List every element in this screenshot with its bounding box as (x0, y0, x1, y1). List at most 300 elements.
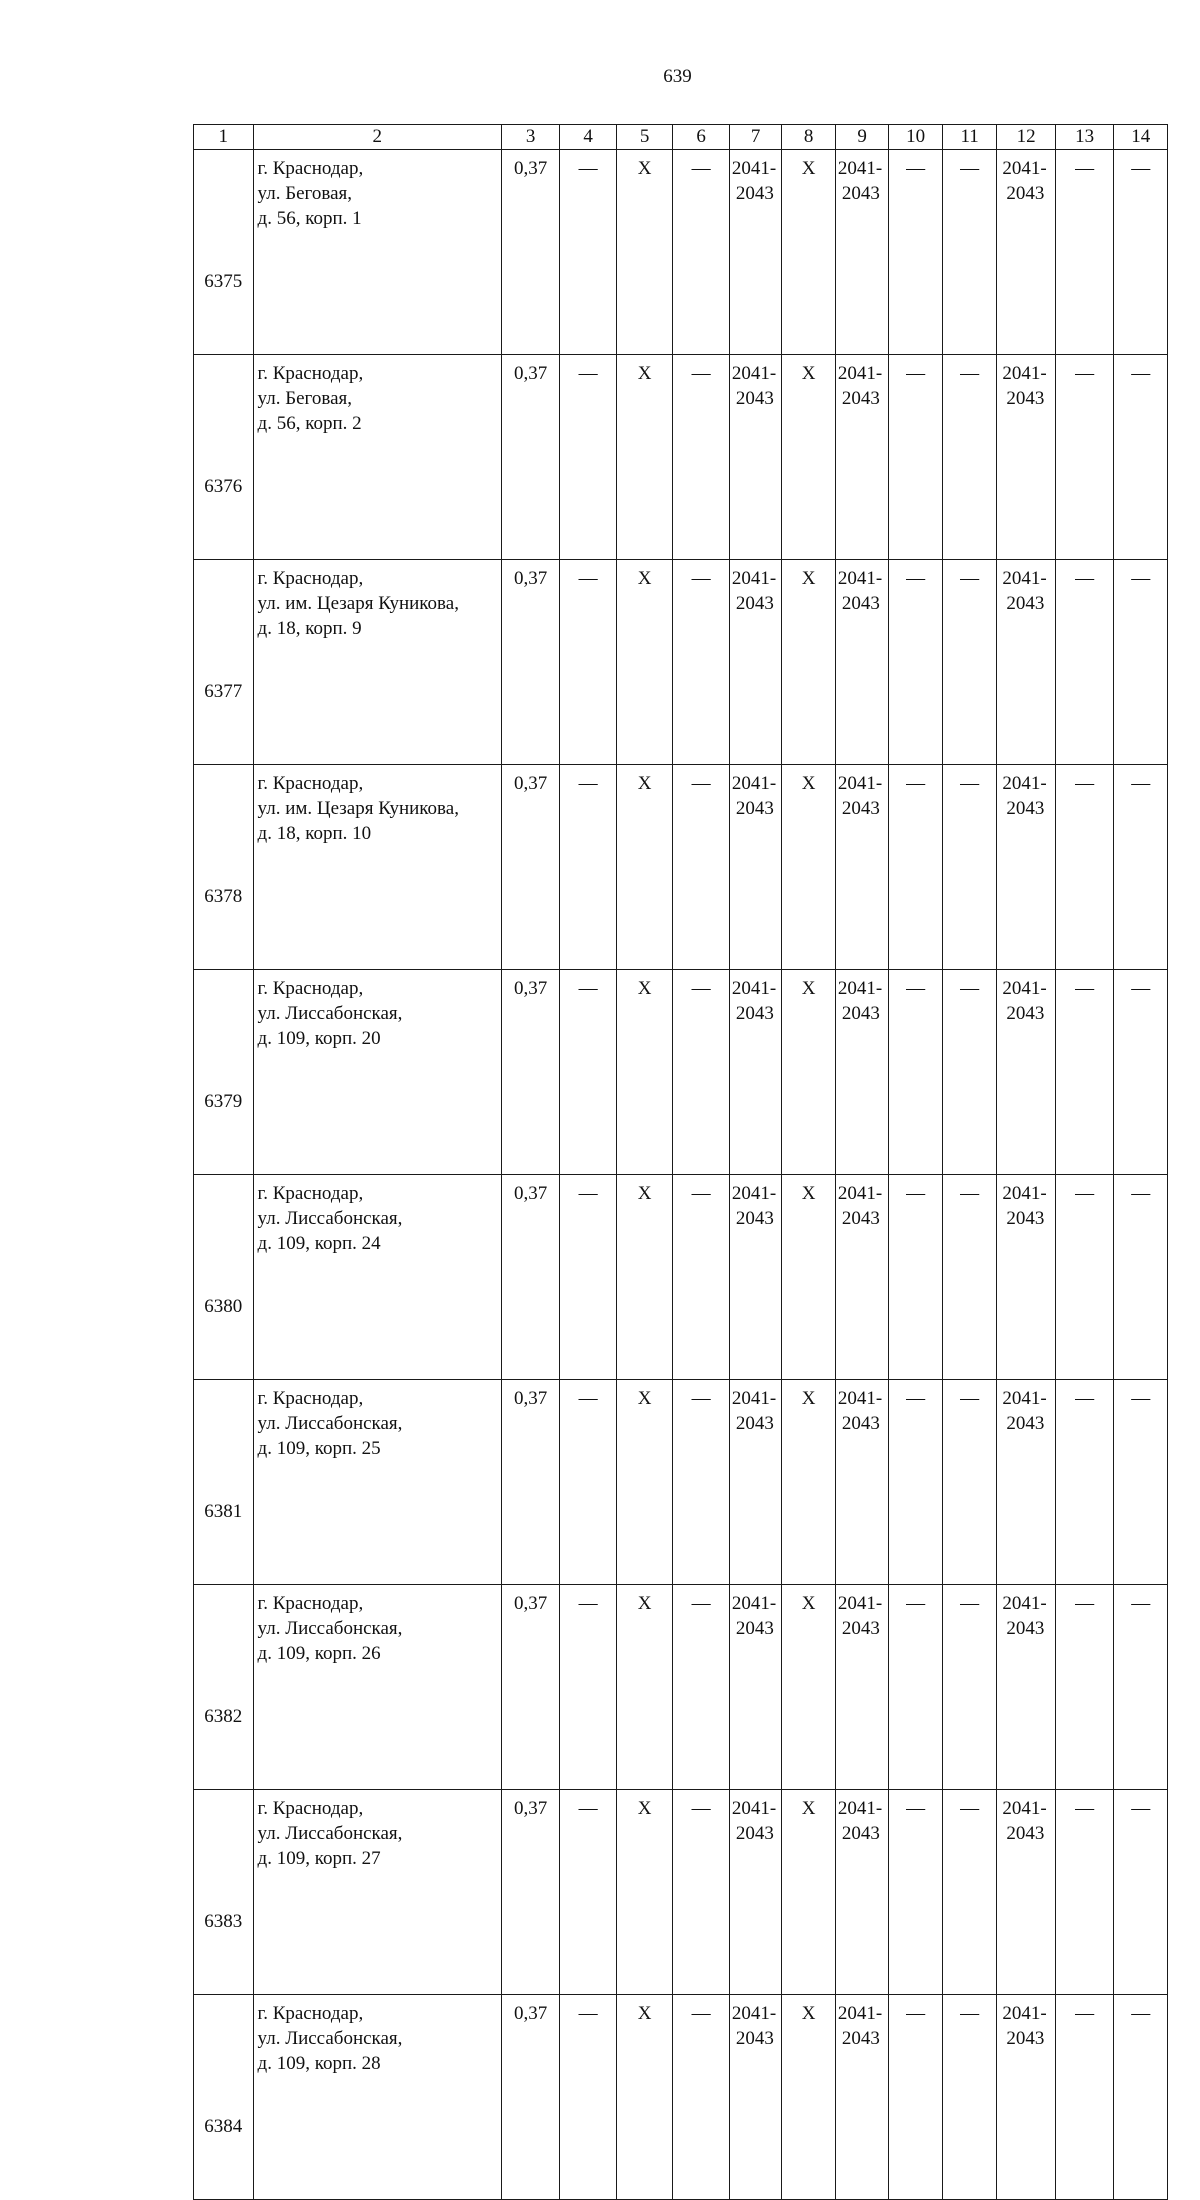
year-range-part: 2041- (1002, 978, 1047, 999)
mark-cell: Х (616, 1995, 673, 2200)
address-line: д. 56, корп. 1 (257, 208, 362, 229)
dash-cell (1055, 355, 1114, 560)
address-line: ул. Лиссабонская, (257, 1618, 403, 1639)
table-row (194, 1790, 1168, 1995)
dash-cell (673, 560, 730, 765)
mark-cell: Х (782, 1380, 835, 1585)
dash-mark: — (578, 2003, 598, 2024)
year-range-cell (835, 560, 888, 765)
year-range-cell (729, 1175, 781, 1380)
dash-mark: — (578, 363, 598, 384)
address-cell (253, 970, 501, 1175)
row-number: 6383 (194, 1790, 254, 1995)
mark-cell: Х (782, 1585, 835, 1790)
dash-mark: — (691, 1183, 711, 1204)
year-range-part: 2043 (1006, 1618, 1045, 1639)
address-line: ул. Лиссабонская, (257, 1823, 403, 1844)
dash-cell (942, 1175, 997, 1380)
year-range-part: 2043 (735, 2028, 774, 2049)
year-range-part: 2043 (1006, 388, 1045, 409)
year-range-cell (997, 1380, 1056, 1585)
dash-cell (673, 765, 730, 970)
year-range-cell (997, 765, 1056, 970)
year-range-part: 2041- (837, 1183, 883, 1204)
dash-mark: — (578, 1798, 598, 1819)
address-line: г. Краснодар, (257, 978, 364, 999)
address-line: ул. Беговая, (257, 388, 352, 409)
year-range-part: 2041- (1002, 158, 1047, 179)
year-range-part: 2041- (1002, 568, 1047, 589)
year-range-part: 2043 (841, 388, 880, 409)
mark-cell: Х (616, 355, 673, 560)
address-line: д. 109, корп. 20 (257, 1028, 381, 1049)
dash-mark: — (1131, 568, 1151, 589)
address-line: ул. им. Цезаря Куникова, (257, 593, 459, 614)
dash-cell (1055, 1380, 1114, 1585)
year-range-cell (835, 970, 888, 1175)
dash-cell (1055, 1585, 1114, 1790)
dash-cell (560, 355, 617, 560)
address-line: д. 18, корп. 9 (257, 618, 362, 639)
year-range-part: 2041- (731, 1593, 777, 1614)
address-line: г. Краснодар, (257, 1183, 364, 1204)
column-number: 5 (616, 125, 673, 150)
year-range-part: 2043 (841, 1208, 880, 1229)
dash-cell (1114, 560, 1168, 765)
dash-mark: — (1075, 158, 1095, 179)
dash-cell (942, 560, 997, 765)
address-line: ул. им. Цезаря Куникова, (257, 798, 459, 819)
dash-mark: — (691, 978, 711, 999)
year-range-cell (835, 1380, 888, 1585)
dash-mark: — (691, 1388, 711, 1409)
year-range-cell (729, 355, 781, 560)
year-range-part: 2043 (1006, 183, 1045, 204)
dash-cell (673, 1995, 730, 2200)
address-line: г. Краснодар, (257, 773, 364, 794)
year-range-cell (997, 1585, 1056, 1790)
address-line: г. Краснодар, (257, 363, 364, 384)
dash-mark: — (1131, 773, 1151, 794)
table-row (194, 1995, 1168, 2200)
year-range-part: 2043 (735, 1413, 774, 1434)
year-range-cell (997, 1995, 1056, 2200)
value-cell: 0,37 (501, 1995, 560, 2200)
dash-mark: — (1131, 1183, 1151, 1204)
year-range-part: 2041- (731, 773, 777, 794)
column-number-row (194, 125, 1168, 150)
year-range-part: 2041- (837, 1798, 883, 1819)
column-number: 12 (997, 125, 1056, 150)
mark-cell: Х (616, 1175, 673, 1380)
value-cell: 0,37 (501, 150, 560, 355)
mark-cell: Х (616, 970, 673, 1175)
address-line: г. Краснодар, (257, 1798, 364, 1819)
year-range-part: 2043 (1006, 1003, 1045, 1024)
dash-mark: — (960, 978, 980, 999)
year-range-part: 2043 (1006, 798, 1045, 819)
dash-mark: — (906, 568, 926, 589)
year-range-cell (835, 1995, 888, 2200)
dash-mark: — (960, 1183, 980, 1204)
year-range-part: 2043 (841, 1413, 880, 1434)
address-cell (253, 1380, 501, 1585)
year-range-part: 2041- (731, 363, 777, 384)
dash-mark: — (1075, 2003, 1095, 2024)
row-number: 6382 (194, 1585, 254, 1790)
mark-cell: Х (782, 560, 835, 765)
dash-cell (1114, 355, 1168, 560)
year-range-part: 2043 (735, 593, 774, 614)
dash-cell (1114, 1585, 1168, 1790)
dash-mark: — (691, 1593, 711, 1614)
year-range-part: 2043 (735, 388, 774, 409)
year-range-cell (835, 1175, 888, 1380)
row-number: 6378 (194, 765, 254, 970)
year-range-part: 2043 (841, 1003, 880, 1024)
year-range-cell (729, 560, 781, 765)
row-number: 6381 (194, 1380, 254, 1585)
dash-mark: — (578, 1593, 598, 1614)
dash-cell (1055, 150, 1114, 355)
year-range-part: 2041- (731, 1183, 777, 1204)
dash-mark: — (1131, 363, 1151, 384)
year-range-part: 2041- (731, 158, 777, 179)
dash-cell (889, 355, 942, 560)
mark-cell: Х (616, 560, 673, 765)
year-range-part: 2041- (837, 158, 883, 179)
dash-mark: — (1075, 568, 1095, 589)
address-cell (253, 1790, 501, 1995)
mark-cell: Х (616, 1790, 673, 1995)
dash-mark: — (960, 2003, 980, 2024)
dash-mark: — (960, 1388, 980, 1409)
year-range-part: 2041- (1002, 1388, 1047, 1409)
dash-cell (1114, 1380, 1168, 1585)
year-range-part: 2043 (735, 1823, 774, 1844)
year-range-cell (729, 1585, 781, 1790)
dash-cell (1055, 1995, 1114, 2200)
dash-cell (560, 970, 617, 1175)
dash-mark: — (1075, 978, 1095, 999)
address-line: г. Краснодар, (257, 1388, 364, 1409)
dash-cell (889, 1380, 942, 1585)
dash-cell (560, 1995, 617, 2200)
year-range-cell (997, 1790, 1056, 1995)
year-range-part: 2043 (841, 183, 880, 204)
address-line: ул. Лиссабонская, (257, 1003, 403, 1024)
dash-cell (673, 1790, 730, 1995)
value-cell: 0,37 (501, 1380, 560, 1585)
dash-cell (1114, 150, 1168, 355)
row-number: 6376 (194, 355, 254, 560)
dash-mark: — (906, 158, 926, 179)
dash-mark: — (1075, 773, 1095, 794)
dash-cell (1055, 1175, 1114, 1380)
dash-cell (889, 1175, 942, 1380)
year-range-cell (835, 765, 888, 970)
dash-cell (942, 1790, 997, 1995)
address-cell (253, 355, 501, 560)
table-row (194, 1175, 1168, 1380)
value-cell: 0,37 (501, 1175, 560, 1380)
year-range-part: 2041- (1002, 773, 1047, 794)
mark-cell: Х (782, 1175, 835, 1380)
year-range-cell (997, 150, 1056, 355)
dash-mark: — (906, 363, 926, 384)
year-range-cell (997, 560, 1056, 765)
dash-mark: — (1131, 158, 1151, 179)
column-number: 7 (729, 125, 781, 150)
year-range-part: 2043 (1006, 2028, 1045, 2049)
year-range-cell (729, 1790, 781, 1995)
year-range-part: 2041- (837, 2003, 883, 2024)
dash-cell (942, 1380, 997, 1585)
year-range-part: 2041- (1002, 1593, 1047, 1614)
dash-mark: — (691, 2003, 711, 2024)
dash-cell (560, 1380, 617, 1585)
address-line: д. 109, корп. 27 (257, 1848, 381, 1869)
mark-cell: Х (782, 150, 835, 355)
address-line: г. Краснодар, (257, 568, 364, 589)
year-range-part: 2041- (1002, 1183, 1047, 1204)
dash-mark: — (906, 1798, 926, 1819)
dash-mark: — (578, 158, 598, 179)
column-number: 11 (942, 125, 997, 150)
value-cell: 0,37 (501, 355, 560, 560)
year-range-cell (835, 1585, 888, 1790)
dash-cell (1055, 970, 1114, 1175)
dash-mark: — (1075, 1593, 1095, 1614)
dash-mark: — (1075, 1183, 1095, 1204)
dash-mark: — (960, 1593, 980, 1614)
year-range-part: 2041- (731, 1798, 777, 1819)
year-range-part: 2041- (731, 1388, 777, 1409)
dash-mark: — (578, 773, 598, 794)
dash-mark: — (1131, 1593, 1151, 1614)
year-range-part: 2041- (837, 978, 883, 999)
value-cell: 0,37 (501, 1790, 560, 1995)
dash-mark: — (906, 1388, 926, 1409)
dash-mark: — (960, 1798, 980, 1819)
year-range-part: 2041- (837, 1593, 883, 1614)
mark-cell: Х (782, 970, 835, 1175)
dash-cell (560, 1175, 617, 1380)
address-line: г. Краснодар, (257, 2003, 364, 2024)
address-cell (253, 1585, 501, 1790)
address-line: д. 109, корп. 24 (257, 1233, 381, 1254)
year-range-part: 2043 (735, 1208, 774, 1229)
address-line: д. 18, корп. 10 (257, 823, 372, 844)
dash-cell (889, 560, 942, 765)
dash-cell (889, 1995, 942, 2200)
year-range-cell (729, 1995, 781, 2200)
dash-cell (942, 1995, 997, 2200)
dash-cell (942, 970, 997, 1175)
dash-cell (942, 1585, 997, 1790)
row-number: 6377 (194, 560, 254, 765)
dash-cell (1114, 765, 1168, 970)
register-table (193, 124, 1168, 2200)
year-range-part: 2043 (735, 183, 774, 204)
table-row (194, 1380, 1168, 1585)
column-number: 6 (673, 125, 730, 150)
dash-cell (560, 1585, 617, 1790)
year-range-part: 2041- (731, 568, 777, 589)
value-cell: 0,37 (501, 970, 560, 1175)
dash-cell (1055, 1790, 1114, 1995)
dash-mark: — (578, 978, 598, 999)
dash-cell (1114, 1175, 1168, 1380)
address-line: д. 56, корп. 2 (257, 413, 362, 434)
year-range-part: 2043 (735, 1618, 774, 1639)
mark-cell: Х (782, 765, 835, 970)
dash-mark: — (906, 773, 926, 794)
dash-mark: — (960, 363, 980, 384)
year-range-part: 2043 (841, 1823, 880, 1844)
dash-cell (560, 1790, 617, 1995)
year-range-cell (729, 1380, 781, 1585)
year-range-part: 2043 (841, 593, 880, 614)
dash-mark: — (906, 1183, 926, 1204)
dash-cell (942, 355, 997, 560)
table-row (194, 560, 1168, 765)
row-number: 6379 (194, 970, 254, 1175)
address-line: ул. Лиссабонская, (257, 2028, 403, 2049)
year-range-part: 2041- (837, 568, 883, 589)
table-row (194, 1585, 1168, 1790)
column-number: 8 (782, 125, 835, 150)
dash-mark: — (691, 1798, 711, 1819)
year-range-part: 2043 (1006, 1823, 1045, 1844)
address-cell (253, 765, 501, 970)
address-line: г. Краснодар, (257, 158, 364, 179)
mark-cell: Х (782, 1995, 835, 2200)
year-range-cell (997, 1175, 1056, 1380)
column-number: 4 (560, 125, 617, 150)
mark-cell: Х (616, 150, 673, 355)
year-range-cell (729, 765, 781, 970)
year-range-part: 2043 (841, 1618, 880, 1639)
dash-cell (673, 1175, 730, 1380)
year-range-cell (729, 150, 781, 355)
dash-cell (673, 355, 730, 560)
dash-cell (673, 970, 730, 1175)
table-row (194, 355, 1168, 560)
dash-mark: — (1075, 363, 1095, 384)
dash-mark: — (578, 568, 598, 589)
address-line: г. Краснодар, (257, 1593, 364, 1614)
dash-mark: — (1075, 1388, 1095, 1409)
year-range-part: 2041- (731, 978, 777, 999)
dash-mark: — (691, 363, 711, 384)
address-line: ул. Беговая, (257, 183, 352, 204)
dash-mark: — (691, 773, 711, 794)
year-range-cell (835, 1790, 888, 1995)
dash-mark: — (960, 158, 980, 179)
address-line: д. 109, корп. 28 (257, 2053, 381, 2074)
dash-cell (560, 150, 617, 355)
column-number: 14 (1114, 125, 1168, 150)
dash-mark: — (691, 158, 711, 179)
table-row (194, 765, 1168, 970)
dash-mark: — (906, 978, 926, 999)
dash-cell (942, 150, 997, 355)
dash-mark: — (960, 773, 980, 794)
dash-mark: — (906, 1593, 926, 1614)
address-line: ул. Лиссабонская, (257, 1208, 403, 1229)
column-number: 3 (501, 125, 560, 150)
dash-mark: — (1131, 1388, 1151, 1409)
address-line: д. 109, корп. 26 (257, 1643, 381, 1664)
dash-cell (889, 1585, 942, 1790)
mark-cell: Х (782, 1790, 835, 1995)
dash-cell (673, 1380, 730, 1585)
dash-cell (889, 765, 942, 970)
address-line: ул. Лиссабонская, (257, 1413, 403, 1434)
dash-cell (673, 1585, 730, 1790)
mark-cell: Х (616, 1380, 673, 1585)
dash-cell (1055, 560, 1114, 765)
year-range-part: 2041- (837, 363, 883, 384)
year-range-part: 2041- (731, 2003, 777, 2024)
dash-cell (889, 150, 942, 355)
dash-cell (889, 1790, 942, 1995)
year-range-part: 2041- (1002, 2003, 1047, 2024)
year-range-part: 2043 (841, 2028, 880, 2049)
mark-cell: Х (616, 1585, 673, 1790)
dash-mark: — (906, 2003, 926, 2024)
year-range-part: 2043 (1006, 593, 1045, 614)
dash-cell (1114, 970, 1168, 1175)
year-range-part: 2043 (841, 798, 880, 819)
dash-mark: — (960, 568, 980, 589)
column-number: 2 (253, 125, 501, 150)
year-range-part: 2041- (837, 1388, 883, 1409)
value-cell: 0,37 (501, 560, 560, 765)
year-range-cell (997, 355, 1056, 560)
year-range-cell (997, 970, 1056, 1175)
year-range-cell (835, 355, 888, 560)
row-number: 6375 (194, 150, 254, 355)
year-range-part: 2041- (837, 773, 883, 794)
value-cell: 0,37 (501, 1585, 560, 1790)
dash-cell (942, 765, 997, 970)
mark-cell: Х (782, 355, 835, 560)
year-range-cell (835, 150, 888, 355)
dash-mark: — (578, 1388, 598, 1409)
mark-cell: Х (616, 765, 673, 970)
address-line: д. 109, корп. 25 (257, 1438, 381, 1459)
dash-mark: — (1075, 1798, 1095, 1819)
dash-mark: — (1131, 1798, 1151, 1819)
dash-cell (1055, 765, 1114, 970)
value-cell: 0,37 (501, 765, 560, 970)
address-cell (253, 1175, 501, 1380)
dash-cell (673, 150, 730, 355)
column-number: 1 (194, 125, 254, 150)
table-row (194, 970, 1168, 1175)
dash-mark: — (691, 568, 711, 589)
row-number: 6384 (194, 1995, 254, 2200)
address-cell (253, 1995, 501, 2200)
year-range-part: 2041- (1002, 1798, 1047, 1819)
year-range-part: 2041- (1002, 363, 1047, 384)
dash-cell (889, 970, 942, 1175)
dash-mark: — (1131, 2003, 1151, 2024)
dash-cell (1114, 1995, 1168, 2200)
column-number: 13 (1055, 125, 1114, 150)
